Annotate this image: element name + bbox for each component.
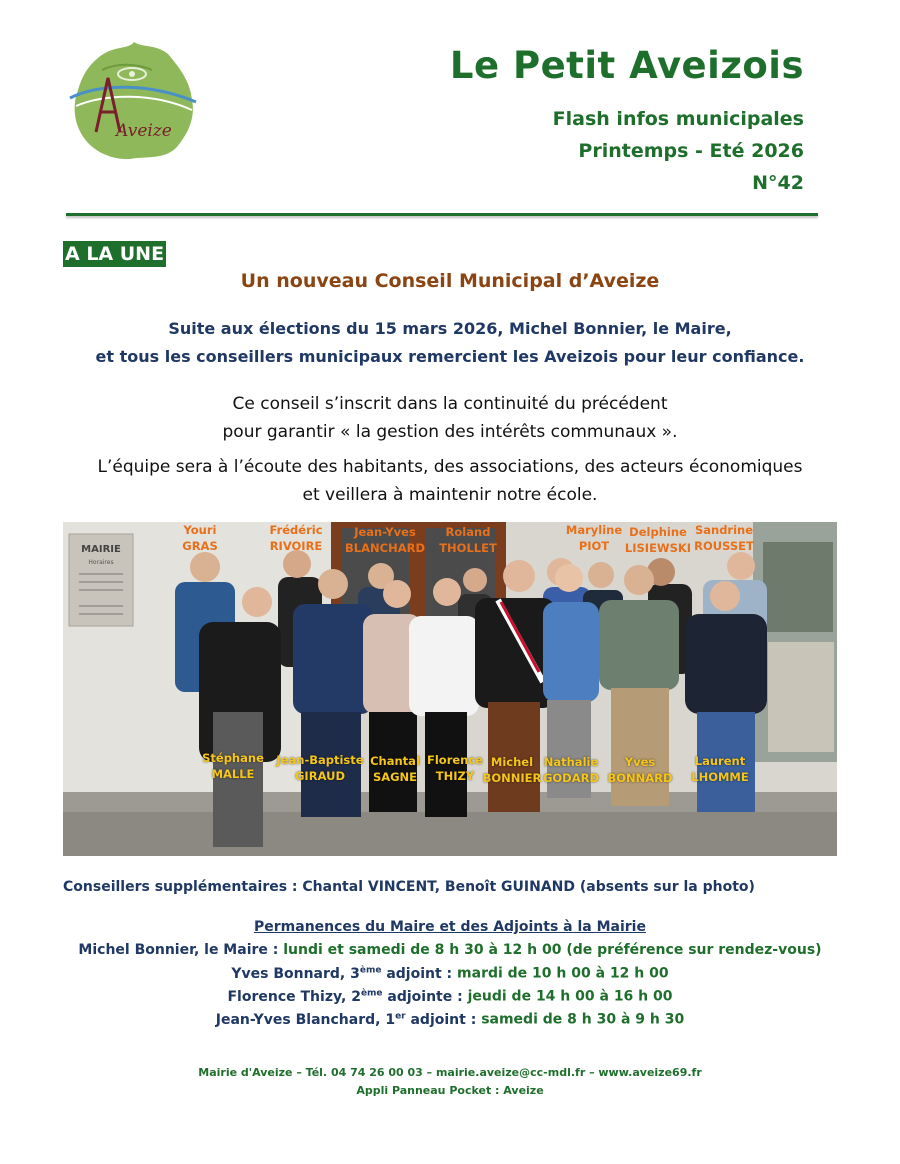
headline: Un nouveau Conseil Municipal d’Aveize [240, 270, 660, 292]
label-stephane-malle: Stéphane MALLE [202, 751, 264, 781]
label-youri-gras: Youri GRAS [182, 523, 218, 553]
sign-title: MAIRIE [81, 544, 121, 555]
body-line-4: et veillera à maintenir notre école. [302, 485, 598, 505]
permanence-row-bonnard: Yves Bonnard, 3ème adjoint : mardi de 10 h 00 à 12 h 00 [231, 965, 669, 982]
extra-councillors: Conseillers supplémentaires : Chantal VINCENT, Benoît GUINAND (absents sur la photo) [63, 879, 755, 895]
lead-line-1: Suite aux élections du 15 mars 2026, Michel Bonnier, le Maire, [168, 319, 732, 338]
label-roland-thollet: Roland THOLLET [439, 525, 497, 555]
footer-app: Appli Panneau Pocket : Aveize [356, 1084, 544, 1097]
subtitle-flash: Flash infos municipales [552, 108, 804, 130]
label-yves-bonnard: Yves BONNARD [607, 755, 673, 785]
label-chantal-sagne: Chantal SAGNE [370, 754, 420, 784]
body-line-3: L’équipe sera à l’écoute des habitants, des associations, des acteurs économiques [97, 457, 803, 477]
label-sandrine-rousset: Sandrine ROUSSET [694, 523, 754, 553]
sign-subtitle: Horaires [88, 559, 114, 566]
header-divider [66, 213, 818, 216]
newsletter-title: Le Petit Aveizois [449, 44, 804, 87]
label-jean-yves-blanchard: Jean-Yves BLANCHARD [345, 525, 425, 555]
aveize-logo [68, 40, 200, 162]
body-line-1: Ce conseil s’inscrit dans la continuité du précédent [232, 394, 668, 414]
council-group-photo [63, 522, 837, 856]
lead-line-2: et tous les conseillers municipaux remercient les Aveizois pour leur confiance. [95, 347, 805, 366]
body-line-2: pour garantir « la gestion des intérêts communaux ». [222, 422, 678, 442]
label-frederic-rivoire: Frédéric RIVOIRE [269, 523, 323, 553]
label-jean-baptiste-giraud: Jean-Baptiste GIRAUD [276, 753, 364, 783]
label-maryline-piot: Maryline PIOT [565, 523, 623, 553]
subtitle-season: Printemps - Eté 2026 [578, 140, 804, 162]
section-tag: A LA UNE [65, 243, 165, 265]
label-delphine-lisiewski: Delphine LISIEWSKI [624, 525, 692, 555]
logo-text: Aveize [116, 121, 172, 141]
label-nathalie-godard: Nathalie GODARD [542, 755, 600, 785]
permanence-row-thizy: Florence Thizy, 2ème adjointe : jeudi de 14 h 00 à 16 h 00 [227, 988, 673, 1005]
label-laurent-lhomme: Laurent LHOMME [691, 754, 749, 784]
footer-contact: Mairie d'Aveize – Tél. 04 74 26 00 03 – mairie.aveize@cc-mdl.fr – www.aveize69.fr [198, 1066, 702, 1079]
permanence-row-mayor: Michel Bonnier, le Maire : lundi et samedi de 8 h 30 à 12 h 00 (de préférence sur rendez-vous) [78, 942, 822, 958]
label-florence-thizy: Florence THIZY [427, 753, 483, 783]
label-michel-bonnier: Michel BONNIER [482, 755, 542, 785]
permanence-row-blanchard: Jean-Yves Blanchard, 1er adjoint : samedi de 8 h 30 à 9 h 30 [215, 1011, 685, 1028]
permanences-title: Permanences du Maire et des Adjoints à la Mairie [254, 919, 646, 935]
issue-number: N°42 [752, 172, 804, 194]
